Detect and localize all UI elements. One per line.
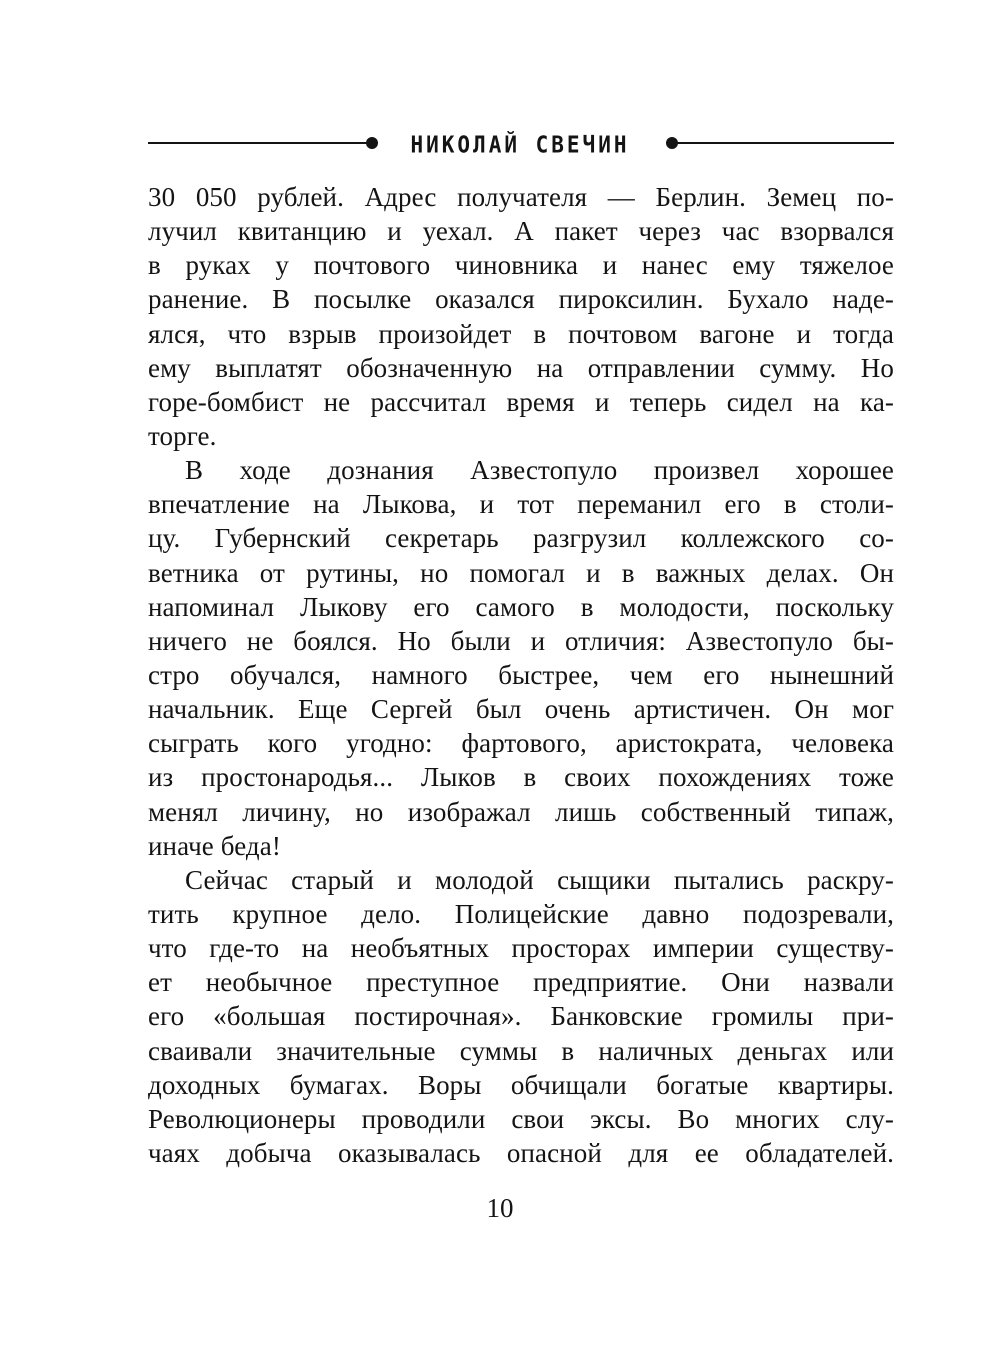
text-line: в руках у почтового чиновника и нанес ему тяжелое [148,250,894,281]
page-number: 10 [486,1193,514,1223]
paragraph-1 [148,180,894,453]
text-line: 30 050 рублей. Адрес получателя — Берлин. Земец по- [148,182,894,212]
text-line: иначе беда! [148,830,281,861]
text-line: сыграть кого угодно: фартового, аристократа, человека [148,728,894,759]
running-head-title: НИКОЛАЙ СВЕЧИН [410,131,630,159]
text-line: ет необычное преступное предприятие. Они назвали [148,967,894,998]
text-line: ничего не боялся. Но были и отличия: Азвестопуло бы- [148,625,894,656]
text-line: что где-то на необъятных просторах империи существу- [148,933,894,964]
text-line: впечатление на Лыкова, и тот переманил его в столи- [148,489,894,520]
running-head-left-rule [148,142,370,144]
text-line: Сейчас старый и молодой сыщики пытались раскру- [185,864,894,895]
text-line: ему выплатят обозначенную на отправлении сумму. Но [148,352,894,383]
running-head-left-dot [366,137,378,149]
text-line: сваивали значительные суммы в наличных деньгах или [148,1035,894,1066]
text-line: ветника от рутины, но помогал и в важных делах. Он [148,557,894,588]
text-line: тить крупное дело. Полицейские давно подозревали, [148,898,894,929]
text-line: горе-бомбист не рассчитал время и теперь сидел на ка- [148,386,894,417]
running-head-right-rule [676,142,894,144]
text-line: В ходе дознания Азвестопуло произвел хорошее [185,455,894,486]
text-line: торге. [148,420,217,451]
text-line: Революционеры проводили свои эксы. Во многих слу- [148,1103,894,1134]
paragraph-3 [148,863,894,1170]
text-line: начальник. Еще Сергей был очень артистичен. Он мог [148,694,894,725]
text-line: напоминал Лыкову его самого в молодости, поскольку [148,591,894,622]
running-head [148,128,894,160]
body-text [148,180,894,1170]
text-line: из простонародья... Лыков в своих похождениях тоже [148,762,894,793]
text-line: ранение. В посылке оказался пироксилин. Бухало наде- [148,284,894,315]
text-line: ялся, что взрыв произойдет в почтовом вагоне и тогда [148,318,894,349]
text-line: стро обучался, намного быстрее, чем его нынешний [148,659,894,690]
text-line: менял личину, но изображал лишь собственный типаж, [148,796,894,827]
text-line: чаях добыча оказывалась опасной для ее обладателей. [148,1137,894,1168]
text-line: лучил квитанцию и уехал. А пакет через час взорвался [148,216,894,247]
text-line: цу. Губернский секретарь разгрузил коллежского со- [148,523,894,554]
text-line: доходных бумагах. Воры обчищали богатые квартиры. [148,1069,894,1100]
paragraph-2 [148,453,894,863]
text-line: его «большая постирочная». Банковские громилы при- [148,1001,894,1032]
